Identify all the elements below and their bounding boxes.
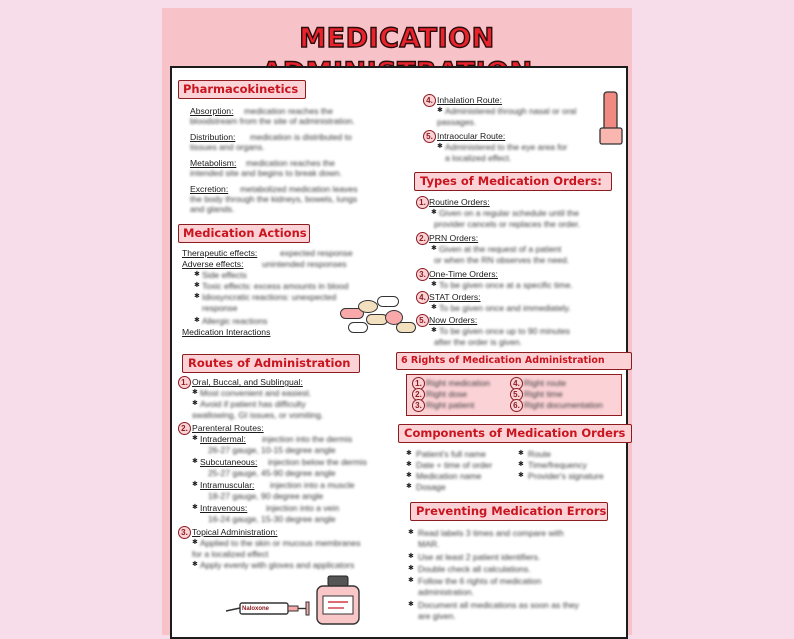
- routine-orders-label: Routine Orders:: [429, 197, 490, 207]
- bullet-star: ✱: [431, 327, 437, 334]
- adverse-item: Side effects: [202, 270, 247, 280]
- excretion-desc-2: the body through the kidneys, bowels, lungs: [190, 194, 358, 204]
- number-badge: 1.: [416, 196, 429, 209]
- pill-icon: [396, 322, 416, 333]
- therapeutic-desc: expected response: [280, 248, 353, 258]
- topical-route-desc: for a localized effect: [192, 549, 269, 559]
- parenteral-route-label: Parenteral Routes:: [192, 423, 264, 433]
- bullet-star: ✱: [192, 539, 198, 546]
- bullet-star: ✱: [437, 143, 443, 150]
- bullet-star: ✱: [437, 107, 443, 114]
- number-badge: 4.: [423, 94, 436, 107]
- distribution-desc: medication is distributed to: [250, 132, 352, 142]
- error-tip: Double check all calculations.: [418, 564, 531, 574]
- right-item: Right medication: [426, 378, 491, 388]
- metabolism-desc-2: intended site and begins to break down.: [190, 168, 342, 178]
- number-badge: 3.: [416, 268, 429, 281]
- error-tip: are given.: [418, 611, 456, 621]
- number-badge: 5.: [510, 388, 523, 401]
- page-background: [162, 8, 632, 635]
- distribution-term: Distribution:: [190, 132, 236, 142]
- one-time-orders-label: One-Time Orders:: [429, 269, 498, 279]
- error-tip: Document all medications as soon as they: [418, 600, 579, 610]
- prn-orders-desc: Given at the request of a patient: [439, 244, 562, 254]
- errors-header: Preventing Medication Errors: [416, 504, 607, 518]
- bullet-star: ✱: [406, 450, 412, 457]
- stat-orders-label: STAT Orders:: [429, 292, 481, 302]
- error-tip: Read labels 3 times and compare with: [418, 528, 564, 538]
- bullet-star: ✱: [192, 458, 198, 465]
- actions-header: Medication Actions: [183, 226, 307, 240]
- inhalation-route-desc: passages.: [437, 117, 477, 127]
- intravenous-desc: injection into a vein: [266, 503, 340, 513]
- bullet-star: ✱: [518, 450, 524, 457]
- oral-route-label: Oral, Buccal, and Sublingual:: [192, 377, 303, 387]
- bullet-star: ✱: [192, 400, 198, 407]
- adverse-item: Idiosyncratic reactions: unexpected: [202, 292, 337, 302]
- number-badge: 6.: [510, 399, 523, 412]
- bullet-star: ✱: [406, 472, 412, 479]
- bullet-star: ✱: [192, 389, 198, 396]
- oral-route-desc: Most convenient and easiest.: [200, 388, 312, 398]
- right-item: Right dose: [426, 389, 468, 399]
- bullet-star: ✱: [406, 483, 412, 490]
- routine-orders-desc: Given on a regular schedule until the: [439, 208, 579, 218]
- bullet-star: ✱: [194, 317, 200, 324]
- component-item: Medication name: [416, 471, 482, 481]
- intraocular-route-label: Intraocular Route:: [437, 131, 506, 141]
- intradermal-detail: 26-27 gauge, 10-15 degree angle: [208, 445, 336, 455]
- component-item: Time/frequency: [528, 460, 587, 470]
- topical-route-desc: Applied to the skin or mucous membranes: [200, 538, 361, 548]
- excretion-desc: metabolized medication leaves: [240, 184, 358, 194]
- right-item: Right time: [524, 389, 563, 399]
- one-time-orders-desc: To be given once at a specific time.: [439, 280, 573, 290]
- intramuscular-label: Intramuscular:: [200, 480, 255, 490]
- now-orders-label: Now Orders:: [429, 315, 478, 325]
- bullet-star: ✱: [431, 209, 437, 216]
- component-item: Date + time of order: [416, 460, 493, 470]
- number-badge: 2.: [412, 388, 425, 401]
- subcutaneous-detail: 25-27 gauge, 45-90 degree angle: [208, 468, 336, 478]
- topical-route-label: Topical Administration:: [192, 527, 278, 537]
- intravenous-detail: 16-24 gauge, 15-30 degree angle: [208, 514, 336, 524]
- prn-orders-label: PRN Orders:: [429, 233, 479, 243]
- stat-orders-desc: To be given once and immediately.: [439, 303, 571, 313]
- content-sheet: [170, 66, 628, 639]
- adverse-item: response: [202, 303, 238, 313]
- right-item: Right patient: [426, 400, 475, 410]
- bullet-star: ✱: [408, 601, 414, 608]
- bullet-star: ✱: [192, 481, 198, 488]
- bullet-star: ✱: [192, 561, 198, 568]
- bullet-star: ✱: [194, 271, 200, 278]
- component-item: Dosage: [416, 482, 446, 492]
- pill-icon: [377, 296, 399, 307]
- subcutaneous-label: Subcutaneous:: [200, 457, 258, 467]
- component-item: Route: [528, 449, 551, 459]
- metabolism-desc: medication reaches the: [246, 158, 335, 168]
- error-tip: Follow the 6 rights of medication: [418, 576, 542, 586]
- component-item: Patient's full name: [416, 449, 486, 459]
- bullet-star: ✱: [192, 435, 198, 442]
- right-item: Right route: [524, 378, 567, 388]
- rights-header: 6 Rights of Medication Administration: [401, 355, 605, 366]
- syringe-label: Naloxone: [242, 606, 270, 612]
- number-badge: 5.: [416, 314, 429, 327]
- number-badge: 1.: [412, 377, 425, 390]
- adverse-item: Allergic reactions: [202, 316, 268, 326]
- excretion-term: Excretion:: [190, 184, 229, 194]
- intramuscular-detail: 18-27 gauge, 90 degree angle: [208, 491, 324, 501]
- absorption-desc: medication reaches the: [244, 106, 333, 116]
- prn-orders-desc: or when the RN observes the need.: [434, 255, 570, 265]
- therapeutic-term: Therapeutic effects:: [182, 248, 258, 258]
- adverse-term: Adverse effects:: [182, 259, 244, 269]
- distribution-desc-2: tissues and organs.: [190, 142, 265, 152]
- number-badge: 4.: [416, 291, 429, 304]
- absorption-term: Absorption:: [190, 106, 234, 116]
- intraocular-route-desc: Administered to the eye area for: [445, 142, 568, 152]
- vial-icon: [317, 576, 359, 624]
- bullet-star: ✱: [431, 245, 437, 252]
- error-tip: Use at least 2 patient identifiers.: [418, 552, 541, 562]
- adverse-item: Toxic effects: excess amounts in blood: [202, 281, 349, 291]
- routine-orders-desc: provider cancels or replaces the order.: [434, 219, 581, 229]
- bullet-star: ✱: [192, 504, 198, 511]
- number-badge: 3.: [178, 526, 191, 539]
- number-badge: 2.: [416, 232, 429, 245]
- number-badge: 4.: [510, 377, 523, 390]
- components-header: Components of Medication Orders: [404, 426, 626, 440]
- intramuscular-desc: injection into a muscle: [270, 480, 355, 490]
- inhaler-icon: [598, 90, 624, 150]
- bullet-star: ✱: [194, 282, 200, 289]
- now-orders-desc: To be given once up to 90 minutes: [439, 326, 570, 336]
- pill-icon: [358, 300, 378, 313]
- pill-icon: [348, 322, 368, 333]
- bullet-star: ✱: [431, 304, 437, 311]
- metabolism-term: Metabolism:: [190, 158, 237, 168]
- inhalation-route-label: Inhalation Route:: [437, 95, 502, 105]
- bullet-star: ✱: [408, 553, 414, 560]
- intradermal-label: Intradermal:: [200, 434, 246, 444]
- number-badge: 3.: [412, 399, 425, 412]
- pharmacokinetics-header: Pharmacokinetics: [183, 82, 299, 96]
- bullet-star: ✱: [408, 529, 414, 536]
- adverse-desc: unintended responses: [262, 259, 347, 269]
- syringe-vial-illustration: [222, 568, 372, 628]
- now-orders-desc: after the order is given.: [434, 337, 522, 347]
- intravenous-label: Intravenous:: [200, 503, 248, 513]
- bullet-star: ✱: [518, 461, 524, 468]
- interactions-term: Medication Interactions: [182, 327, 271, 337]
- bullet-star: ✱: [431, 281, 437, 288]
- oral-route-desc: swallowing, GI issues, or vomiting.: [192, 410, 324, 420]
- absorption-desc-2: bloodstream from the site of administration.: [190, 116, 355, 126]
- subcutaneous-desc: injection below the dermis: [268, 457, 367, 467]
- right-item: Right documentation: [524, 400, 603, 410]
- inhalation-route-desc: Administered through nasal or oral: [445, 106, 577, 116]
- bullet-star: ✱: [408, 577, 414, 584]
- number-badge: 5.: [423, 130, 436, 143]
- excretion-desc-3: and glands.: [190, 204, 235, 214]
- bullet-star: ✱: [518, 472, 524, 479]
- page-title: MEDICATION: [299, 23, 495, 54]
- topical-route-desc: Apply evenly with gloves and applicators: [200, 560, 355, 570]
- bullet-star: ✱: [194, 293, 200, 300]
- intraocular-route-desc: a localized effect.: [445, 153, 512, 163]
- intradermal-desc: injection into the dermis: [262, 434, 353, 444]
- error-tip: MAR.: [418, 539, 440, 549]
- error-tip: administration.: [418, 587, 474, 597]
- number-badge: 1.: [178, 376, 191, 389]
- orders-header: Types of Medication Orders:: [420, 174, 602, 188]
- bullet-star: ✱: [408, 565, 414, 572]
- routes-header: Routes of Administration: [188, 356, 351, 370]
- number-badge: 2.: [178, 422, 191, 435]
- oral-route-desc: Avoid if patient has difficulty: [200, 399, 306, 409]
- bullet-star: ✱: [406, 461, 412, 468]
- component-item: Provider's signature: [528, 471, 604, 481]
